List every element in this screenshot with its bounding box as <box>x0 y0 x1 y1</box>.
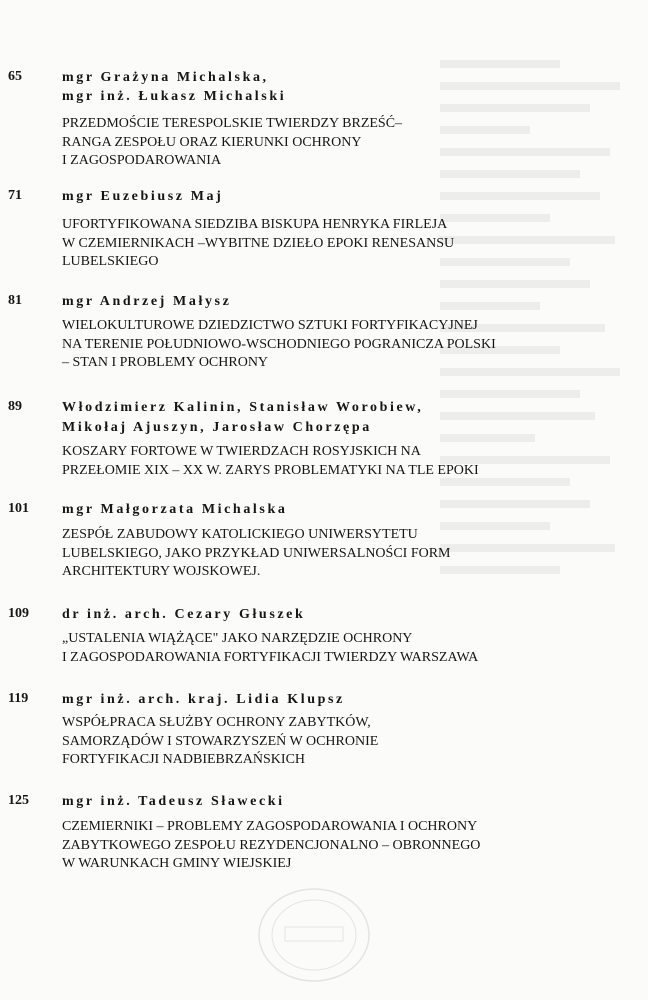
author-line: mgr Grażyna Michalska, <box>62 70 269 85</box>
title-line: NA TERENIE POŁUDNIOWO-WSCHODNIEGO POGRANICZA POLSKI <box>62 336 496 352</box>
entry-authors <box>62 187 223 206</box>
entry-title <box>62 216 454 272</box>
title-line: I ZAGOSPODAROWANIA <box>62 153 222 168</box>
author-line: mgr inż. Łukasz Michalski <box>62 89 287 104</box>
page-number: 71 <box>8 188 22 203</box>
title-line: WSPÓŁPRACA SŁUŻBY OCHRONY ZABYTKÓW, <box>62 715 371 730</box>
page-number: 101 <box>8 501 29 516</box>
title-line: UFORTYFIKOWANA SIEDZIBA BISKUPA HENRYKA FIRLEJA <box>62 217 448 232</box>
author-line: mgr Euzebiusz Maj <box>62 189 224 204</box>
entry-title <box>62 317 496 373</box>
title-line: ARCHITEKTURY WOJSKOWEJ. <box>62 564 261 579</box>
author-line: mgr inż. arch. kraj. Lidia Klupsz <box>62 692 345 707</box>
entry-authors <box>62 690 345 709</box>
title-line: I ZAGOSPODAROWANIA FORTYFIKACJI TWIERDZY WARSZAWA <box>62 649 479 665</box>
title-line: LUBELSKIEGO, JAKO PRZYKŁAD UNIWERSALNOŚCI FORM <box>62 545 451 561</box>
title-line: PRZEŁOMIE XIX – XX W. ZARYS PROBLEMATYKI NA TLE EPOKI <box>62 462 479 478</box>
page-number: 125 <box>8 793 29 808</box>
entry-authors <box>62 68 286 106</box>
title-line: WIELOKULTUROWE DZIEDZICTWO SZTUKI FORTYFIKACYJNEJ <box>62 318 478 333</box>
title-line: LUBELSKIEGO <box>62 254 159 269</box>
entry-title <box>62 714 378 770</box>
title-line: – STAN I PROBLEMY OCHRONY <box>62 355 269 370</box>
library-stamp-icon <box>255 885 373 985</box>
title-line: W CZEMIERNIKACH –WYBITNE DZIEŁO EPOKI RENESANSU <box>62 235 455 251</box>
author-line: Mikołaj Ajuszyn, Jarosław Chorzępa <box>62 420 372 435</box>
title-line: CZEMIERNIKI – PROBLEMY ZAGOSPODAROWANIA I OCHRONY <box>62 819 478 834</box>
entry-title <box>62 115 402 171</box>
page-number: 109 <box>8 606 29 621</box>
entry-title <box>62 443 479 480</box>
page-number: 65 <box>8 69 22 84</box>
entry-authors <box>62 605 305 624</box>
title-line: ZESPÓŁ ZABUDOWY KATOLICKIEGO UNIWERSYTETU <box>62 527 418 542</box>
author-line: Włodzimierz Kalinin, Stanisław Worobiew, <box>62 400 424 415</box>
entry-authors <box>62 292 231 311</box>
title-line: PRZEDMOŚCIE TERESPOLSKIE TWIERDZY BRZEŚĆ– <box>62 116 403 131</box>
author-line: mgr Małgorzata Michalska <box>62 502 288 517</box>
author-line: dr inż. arch. Cezary Głuszek <box>62 607 306 622</box>
entry-authors <box>62 398 423 438</box>
title-line: RANGA ZESPOŁU ORAZ KIERUNKI OCHRONY <box>62 134 362 150</box>
entry-title <box>62 818 480 874</box>
page-number: 81 <box>8 293 22 308</box>
title-line: SAMORZĄDÓW I STOWARZYSZEŃ W OCHRONIE <box>62 733 379 749</box>
title-line: FORTYFIKACJI NADBIEBRZAŃSKICH <box>62 752 306 767</box>
title-line: W WARUNKACH GMINY WIEJSKIEJ <box>62 856 292 871</box>
title-line: ZABYTKOWEGO ZESPOŁU REZYDENCJONALNO – OBRONNEGO <box>62 837 481 853</box>
entry-title <box>62 526 451 582</box>
page-number: 119 <box>8 691 29 706</box>
title-line: KOSZARY FORTOWE W TWIERDZACH ROSYJSKICH NA <box>62 444 421 459</box>
author-line: mgr Andrzej Małysz <box>62 294 232 309</box>
title-line: „USTALENIA WIĄŻĄCE" JAKO NARZĘDZIE OCHRONY <box>62 631 413 646</box>
page-number: 89 <box>8 399 22 414</box>
entry-authors <box>62 792 285 811</box>
entry-title <box>62 630 478 667</box>
entry-authors <box>62 500 287 519</box>
author-line: mgr inż. Tadeusz Sławecki <box>62 794 285 809</box>
